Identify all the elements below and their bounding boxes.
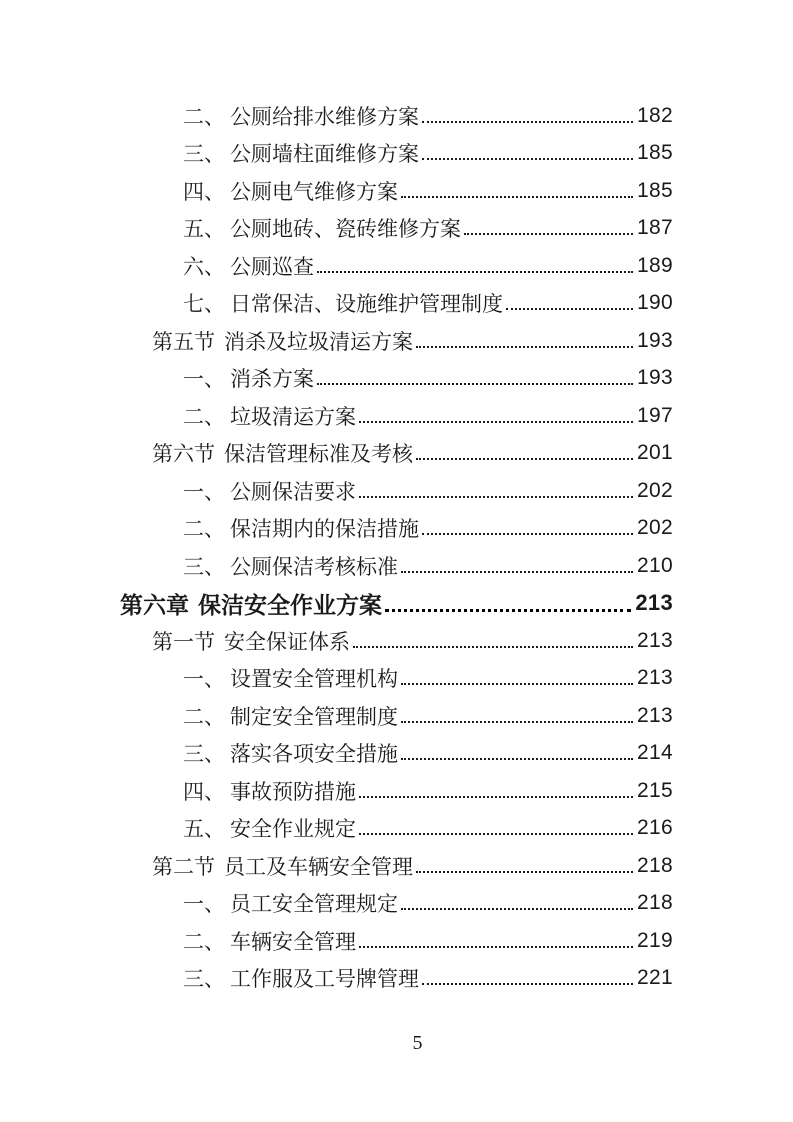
toc-entry-page-number: 201 (637, 441, 673, 465)
toc-entry-title: 公厕地砖、瓷砖维修方案 (230, 217, 461, 242)
toc-entry-number: 二、 (183, 517, 225, 542)
toc-entry-page-number: 210 (637, 553, 673, 577)
toc-leader-dots (422, 983, 633, 985)
toc-leader-dots (317, 271, 633, 273)
toc-entry[interactable] (0, 960, 793, 998)
toc-entry-title: 日常保洁、设施维护管理制度 (230, 292, 503, 317)
toc-entry-page-number: 216 (637, 816, 673, 840)
toc-entry-title: 落实各项安全措施 (230, 742, 398, 767)
toc-entry-page-number: 215 (637, 778, 673, 802)
toc-entry-page-number: 185 (637, 178, 673, 202)
toc-leader-dots (416, 346, 633, 348)
toc-entry-page-number: 219 (637, 928, 673, 952)
page-footer (0, 1031, 793, 1055)
toc-leader-dots (506, 308, 633, 310)
toc-leader-dots (422, 158, 633, 160)
toc-entry-title: 公厕保洁要求 (230, 479, 356, 504)
toc-entry-number: 一、 (183, 892, 225, 917)
toc-entry-page-number: 213 (637, 666, 673, 690)
toc-leader-dots (464, 233, 633, 235)
toc-entry-page-number: 187 (637, 216, 673, 240)
toc-entry[interactable] (0, 810, 793, 848)
toc-entry[interactable] (0, 735, 793, 773)
toc-entry-page-number: 193 (637, 328, 673, 352)
toc-entry[interactable] (0, 885, 793, 923)
toc-entry[interactable] (0, 660, 793, 698)
toc-entry-number: 五、 (183, 217, 225, 242)
toc-entry-title: 公厕巡查 (230, 254, 314, 279)
toc-entry[interactable] (0, 697, 793, 735)
toc-leader-dots (359, 946, 633, 948)
toc-entry-number: 二、 (183, 704, 225, 729)
toc-entry-page-number: 213 (637, 628, 673, 652)
toc-entry-number: 第一节 (152, 629, 215, 654)
toc-entry[interactable] (0, 510, 793, 548)
toc-entry[interactable] (0, 772, 793, 810)
toc-leader-dots (359, 496, 633, 498)
toc-entry[interactable] (0, 247, 793, 285)
toc-leader-dots (385, 609, 631, 612)
toc-leader-dots (401, 758, 633, 760)
toc-entry-page-number: 202 (637, 478, 673, 502)
toc-entry-number: 三、 (183, 142, 225, 167)
toc-entry-number: 五、 (183, 817, 225, 842)
toc-entry-title: 事故预防措施 (230, 779, 356, 804)
toc-entry[interactable] (0, 97, 793, 135)
toc-entry[interactable] (0, 585, 793, 623)
toc-entry-number: 三、 (183, 967, 225, 992)
toc-entry-number: 二、 (183, 929, 225, 954)
toc-leader-dots (359, 796, 633, 798)
toc-entry-number: 第二节 (152, 854, 215, 879)
toc-entry-title: 制定安全管理制度 (230, 704, 398, 729)
toc-leader-dots (359, 833, 633, 835)
toc-leader-dots (422, 121, 633, 123)
toc-entry-number: 七、 (183, 292, 225, 317)
toc-leader-dots (353, 646, 633, 648)
toc-entry-number: 一、 (183, 367, 225, 392)
toc-entry-title: 工作服及工号牌管理 (230, 967, 419, 992)
toc-entry[interactable] (0, 397, 793, 435)
toc-entry-title: 安全保证体系 (224, 629, 350, 654)
toc-entry-number: 四、 (183, 179, 225, 204)
toc-entry-title: 安全作业规定 (230, 817, 356, 842)
toc-entry-title: 保洁期内的保洁措施 (230, 517, 419, 542)
toc-entry-number: 四、 (183, 779, 225, 804)
toc-entry[interactable] (0, 847, 793, 885)
toc-entry-number: 六、 (183, 254, 225, 279)
toc-entry[interactable] (0, 435, 793, 473)
toc-entry-number: 二、 (183, 404, 225, 429)
toc-entry-number: 一、 (183, 479, 225, 504)
toc-entry-title: 员工安全管理规定 (230, 892, 398, 917)
toc-entry[interactable] (0, 360, 793, 398)
toc-entry-title: 公厕墙柱面维修方案 (230, 142, 419, 167)
toc-entry[interactable] (0, 172, 793, 210)
toc-entry[interactable] (0, 472, 793, 510)
toc-entry-page-number: 214 (637, 741, 673, 765)
toc-entry[interactable] (0, 210, 793, 248)
toc-entry-page-number: 182 (637, 103, 673, 127)
toc-entry-title: 保洁安全作业方案 (198, 592, 382, 618)
toc-entry-title: 保洁管理标准及考核 (224, 442, 413, 467)
toc-entry-title: 公厕保洁考核标准 (230, 554, 398, 579)
toc-entry-page-number: 189 (637, 253, 673, 277)
toc-entry[interactable] (0, 922, 793, 960)
toc-entry-page-number: 213 (635, 590, 673, 616)
toc-entry-page-number: 213 (637, 703, 673, 727)
toc-entry-page-number: 197 (637, 403, 673, 427)
toc-leader-dots (401, 908, 633, 910)
toc-leader-dots (416, 871, 633, 873)
toc-leader-dots (416, 458, 633, 460)
toc-entry-number: 二、 (183, 104, 225, 129)
toc-leader-dots (422, 533, 633, 535)
toc-leader-dots (401, 721, 633, 723)
toc-leader-dots (359, 421, 633, 423)
toc-entry-title: 消杀及垃圾清运方案 (224, 329, 413, 354)
toc-entry-title: 车辆安全管理 (230, 929, 356, 954)
toc-leader-dots (401, 683, 633, 685)
toc-leader-dots (317, 383, 633, 385)
toc-entry[interactable] (0, 547, 793, 585)
toc-entry-page-number: 185 (637, 141, 673, 165)
toc-entry[interactable] (0, 135, 793, 173)
footer-page-number: 5 (412, 1032, 423, 1054)
toc-entry-page-number: 202 (637, 516, 673, 540)
toc-entry-page-number: 218 (637, 853, 673, 877)
toc-entry-number: 三、 (183, 554, 225, 579)
toc-entry-page-number: 190 (637, 291, 673, 315)
toc-entry[interactable] (0, 322, 793, 360)
toc-entry-title: 垃圾清运方案 (230, 404, 356, 429)
toc-leader-dots (401, 571, 633, 573)
toc-entry-page-number: 221 (637, 966, 673, 990)
toc-entry-title: 消杀方案 (230, 367, 314, 392)
toc-leader-dots (401, 196, 633, 198)
toc-entry-number: 第六节 (152, 442, 215, 467)
toc-entry[interactable] (0, 285, 793, 323)
toc-entry-title: 设置安全管理机构 (230, 667, 398, 692)
toc-entry[interactable] (0, 622, 793, 660)
toc-entry-number: 第六章 (120, 592, 189, 618)
toc-entry-title: 员工及车辆安全管理 (224, 854, 413, 879)
toc-entry-number: 第五节 (152, 329, 215, 354)
toc-entry-title: 公厕给排水维修方案 (230, 104, 419, 129)
toc-entry-number: 三、 (183, 742, 225, 767)
toc-entry-number: 一、 (183, 667, 225, 692)
toc-entry-page-number: 218 (637, 891, 673, 915)
toc-entry-title: 公厕电气维修方案 (230, 179, 398, 204)
toc-entry-page-number: 193 (637, 366, 673, 390)
